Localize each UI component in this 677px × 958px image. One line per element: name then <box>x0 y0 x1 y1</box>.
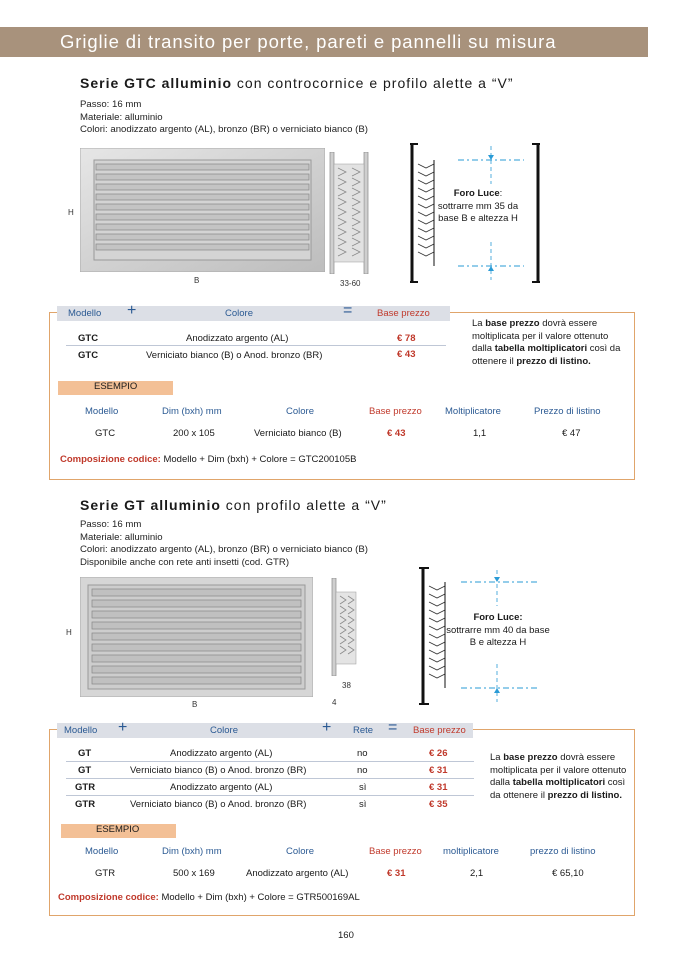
gtc-dim-b: B <box>194 276 200 285</box>
gtc-ex-hdr: Modello <box>85 406 119 417</box>
gt-ex-val: € 65,10 <box>552 868 584 879</box>
gt-ex-hdr: Colore <box>286 846 314 857</box>
gtc-title: Serie GTC alluminio con controcornice e profilo alette a “V” <box>80 75 514 91</box>
gt-hdr-base: Base prezzo <box>413 725 466 736</box>
gt-ex-hdr: Modello <box>85 846 119 857</box>
equals-icon: = <box>343 302 353 319</box>
gt-ex-hdr: moltiplicatore <box>443 846 499 857</box>
equals-icon: = <box>388 719 398 736</box>
table-cell: Verniciato bianco (B) o Anod. bronzo (BR) <box>130 765 307 776</box>
table-cell: Anodizzato argento (AL) <box>186 333 289 344</box>
gt-note: La base prezzo dovrà essere moltiplicata per il valore ottenuto dalla tabella moltiplicatori così da ottenere il prezzo di listino. <box>490 752 627 801</box>
gtc-composizione: Composizione codice: Modello + Dim (bxh) + Colore = GTC200105B <box>60 454 357 465</box>
gtc-side-view <box>328 152 373 274</box>
plus-icon: + <box>127 302 137 319</box>
table-cell: GTR <box>75 799 96 810</box>
gtc-ex-hdr: Dim (bxh) mm <box>162 406 222 417</box>
page-number: 160 <box>338 930 354 941</box>
table-cell: Anodizzato argento (AL) <box>170 782 273 793</box>
gt-specs: Passo: 16 mm Materiale: alluminio Colori: anodizzato argento (AL), bronzo (BR) o verniciato bianco (B) Disponibile anche con rete anti insetti (cod. GTR) <box>80 519 368 568</box>
table-cell: Verniciato bianco (B) o Anod. bronzo (BR) <box>146 350 323 361</box>
row-divider <box>66 795 474 796</box>
banner-title: Griglie di transito per porte, pareti e pannelli su misura <box>60 31 557 52</box>
gtc-specs: Passo: 16 mm Materiale: alluminio Colori: anodizzato argento (AL), bronzo (BR) o verniciato bianco (B) <box>80 99 368 135</box>
plus-icon: + <box>118 719 128 736</box>
gtc-hdr-modello: Modello <box>68 308 102 319</box>
plus-icon: + <box>322 719 332 736</box>
table-cell: no <box>357 748 368 759</box>
table-cell: sì <box>359 782 367 793</box>
gtc-ex-val: 200 x 105 <box>173 428 215 439</box>
gt-hdr-modello: Modello <box>64 725 98 736</box>
row-divider <box>66 778 474 779</box>
gt-dim-b: B <box>192 700 198 709</box>
gt-composizione: Composizione codice: Modello + Dim (bxh) + Colore = GTR500169AL <box>58 892 360 903</box>
table-cell: € 26 <box>429 748 448 759</box>
gt-ex-val: 500 x 169 <box>173 868 215 879</box>
table-cell: sì <box>359 799 367 810</box>
gt-grille-front <box>80 577 313 697</box>
gtc-hdr-base: Base prezzo <box>377 308 430 319</box>
row-divider <box>66 345 446 346</box>
gt-ex-val: € 31 <box>387 868 406 879</box>
gtc-hdr-colore: Colore <box>225 308 253 319</box>
gt-ex-val: Anodizzato argento (AL) <box>246 868 349 879</box>
gtc-foro-luce: Foro Luce: sottrarre mm 35 da base B e altezza H <box>437 188 519 224</box>
row-divider <box>66 761 474 762</box>
table-cell: GTC <box>78 350 99 361</box>
gtc-ex-val: Verniciato bianco (B) <box>254 428 342 439</box>
gtc-ex-val: GTC <box>95 428 116 439</box>
table-cell: GTR <box>75 782 96 793</box>
gtc-ex-val: € 47 <box>562 428 581 439</box>
gtc-ex-hdr: Base prezzo <box>369 406 422 417</box>
table-cell: Verniciato bianco (B) o Anod. bronzo (BR) <box>130 799 307 810</box>
table-cell: GTC <box>78 333 99 344</box>
gt-ex-hdr: Dim (bxh) mm <box>162 846 222 857</box>
table-cell: € 43 <box>397 349 416 360</box>
gtc-ex-hdr: Prezzo di listino <box>534 406 601 417</box>
gt-foro-luce: Foro Luce: sottrarre mm 40 da base B e altezza H <box>446 612 550 648</box>
table-cell: € 31 <box>429 765 448 776</box>
gtc-ex-hdr: Colore <box>286 406 314 417</box>
gt-side-dim-a: 38 <box>342 681 351 690</box>
gtc-ex-hdr: Moltiplicatore <box>445 406 501 417</box>
gtc-grille-front <box>80 148 325 272</box>
gtc-esempio-label: ESEMPIO <box>58 381 173 395</box>
gt-hdr-colore: Colore <box>210 725 238 736</box>
section-banner <box>0 27 648 57</box>
gt-hdr-rete: Rete <box>353 725 374 736</box>
table-cell: no <box>357 765 368 776</box>
gt-dim-h: H <box>66 628 72 637</box>
gt-ex-val: GTR <box>95 868 116 879</box>
gtc-side-dim: 33-60 <box>340 279 361 288</box>
gtc-note: La base prezzo dovrà essere moltiplicata per il valore ottenuto dalla tabella moltiplicatori così da ottenere il prezzo di listino. <box>472 318 621 367</box>
table-cell: Anodizzato argento (AL) <box>170 748 273 759</box>
gt-ex-hdr: Base prezzo <box>369 846 422 857</box>
gtc-ex-val: 1,1 <box>473 428 487 439</box>
table-cell: € 31 <box>429 782 448 793</box>
gt-title: Serie GT alluminio con profilo alette a “V” <box>80 497 387 513</box>
table-cell: GT <box>78 748 92 759</box>
gt-ex-val: 2,1 <box>470 868 484 879</box>
gtc-ex-val: € 43 <box>387 428 406 439</box>
table-cell: GT <box>78 765 92 776</box>
table-cell: € 78 <box>397 333 416 344</box>
gt-side-dim-b: 4 <box>332 698 337 707</box>
table-cell: € 35 <box>429 799 448 810</box>
gt-side-view <box>330 578 360 676</box>
gtc-dim-h: H <box>68 208 74 217</box>
gt-esempio-label: ESEMPIO <box>61 824 176 838</box>
gt-ex-hdr: prezzo di listino <box>530 846 596 857</box>
